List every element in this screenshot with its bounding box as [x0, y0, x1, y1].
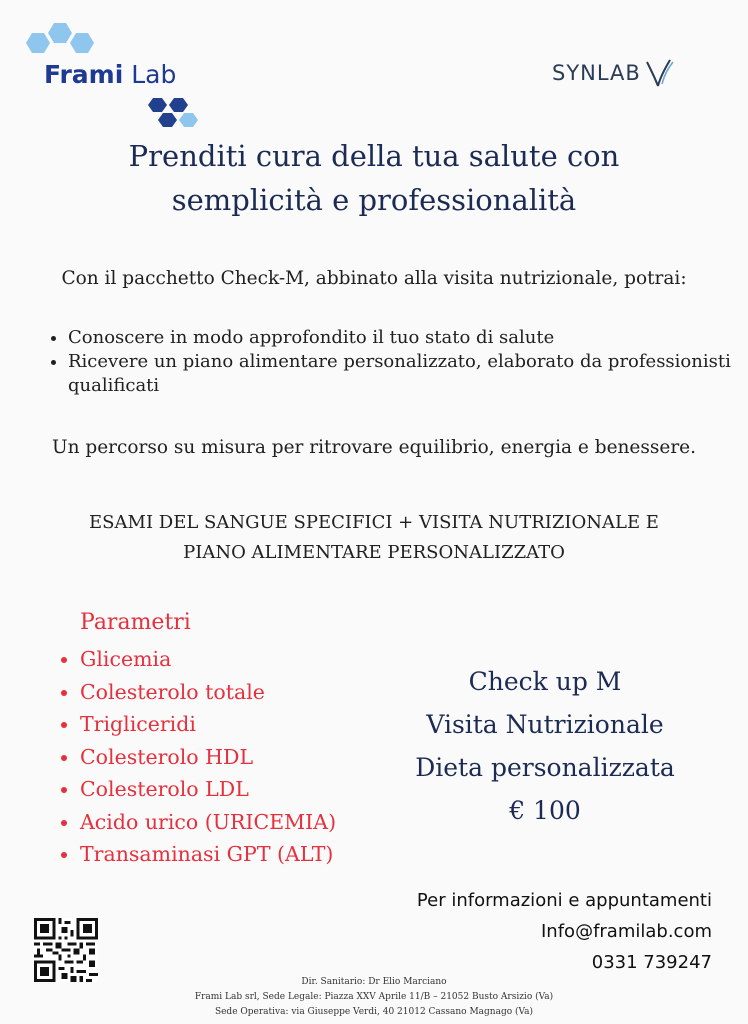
offer-line1: ESAMI DEL SANGUE SPECIFICI + VISITA NUTRIZIONALE E [89, 512, 659, 533]
parameter-item: • Colesterolo LDL [80, 773, 336, 806]
contact-phone-link[interactable]: 0331 739247 [591, 952, 712, 973]
qr-code-icon[interactable] [34, 918, 98, 982]
benefit-item: • Conoscere in modo approfondito il tuo stato di salute [68, 326, 748, 350]
parameter-item: • Transaminasi GPT (ALT) [80, 838, 336, 871]
parameter-item: • Trigliceridi [80, 708, 336, 741]
synlab-logo [552, 56, 674, 90]
contact-email-link[interactable]: Info@framilab.com [541, 921, 712, 942]
package-box [380, 660, 710, 832]
footer-director: Dir. Sanitario: Dr Elio Marciano [301, 977, 447, 987]
headline-line1: Prenditi cura della tua salute con [128, 139, 620, 173]
benefit-item: • Ricevere un piano alimentare personalizzato, elaborato da professionisti qualificati [68, 350, 748, 398]
footer-legal-address: Frami Lab srl, Sede Legale: Piazza XXV Aprile 11/B – 21052 Busto Arsizio (Va) [194, 992, 554, 1002]
package-name: Check up M [468, 667, 622, 696]
package-diet: Dieta personalizzata [415, 753, 675, 782]
headline-line2: semplicità e professionalità [171, 183, 577, 217]
footer-operative-address: Sede Operativa: via Giuseppe Verdi, 40 21012 Cassano Magnago (Va) [214, 1007, 534, 1017]
contact-label: Per informazioni e appuntamenti [416, 890, 712, 911]
parameter-item: • Colesterolo totale [80, 676, 336, 709]
package-price: € 100 [509, 796, 581, 825]
headline [0, 134, 748, 222]
synlab-v-icon [644, 56, 674, 90]
footer [0, 975, 748, 1020]
contact-block [417, 885, 712, 978]
parameters-title: Parametri [80, 610, 191, 635]
benefits-list [46, 326, 748, 398]
synlab-name: SYNLAB [552, 61, 641, 85]
intro-text: Con il pacchetto Check-M, abbinato alla visita nutrizionale, potrai: [61, 268, 687, 289]
offer-title [40, 508, 708, 568]
parameters-list [58, 643, 336, 871]
brand-name: Frami Lab [44, 60, 177, 89]
parameter-item: • Colesterolo HDL [80, 741, 336, 774]
offer-line2: PIANO ALIMENTARE PERSONALIZZATO [183, 542, 565, 563]
package-visit: Visita Nutrizionale [426, 710, 664, 739]
parameter-item: • Glicemia [80, 643, 336, 676]
tagline: Un percorso su misura per ritrovare equilibrio, energia e benessere. [51, 437, 696, 458]
parameter-item: • Acido urico (URICEMIA) [80, 806, 336, 839]
